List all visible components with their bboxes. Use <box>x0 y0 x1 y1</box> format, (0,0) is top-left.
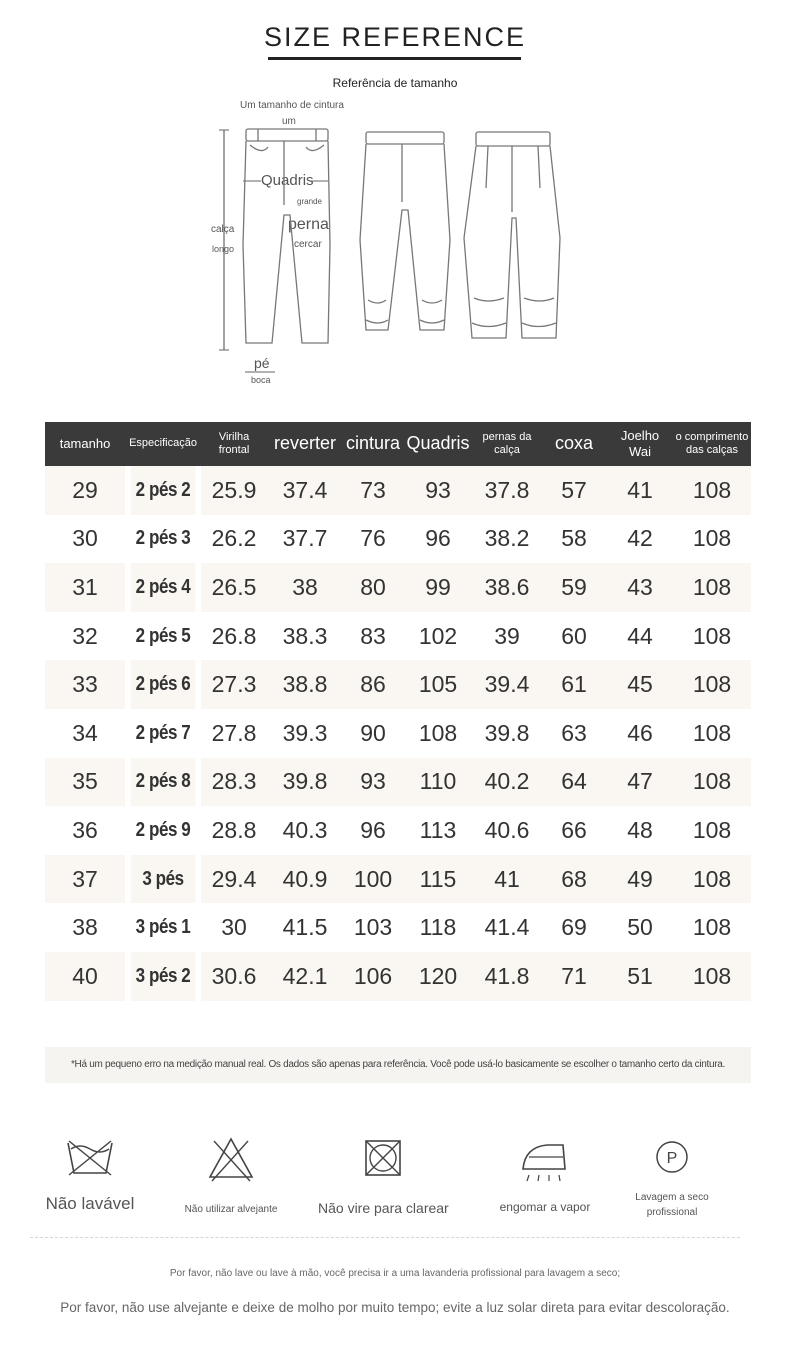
table-cell: 93 <box>403 466 473 515</box>
care-label: engomar a vapor <box>499 1200 591 1214</box>
table-cell: 49 <box>607 855 673 904</box>
table-cell: 2 pés 4 <box>131 563 196 612</box>
table-cell: 29.4 <box>201 855 267 904</box>
table-cell: 2 pés 8 <box>131 758 196 807</box>
table-cell: 38 <box>45 903 125 952</box>
table-cell: 59 <box>541 563 607 612</box>
table-cell: 33 <box>45 660 125 709</box>
hips-label: Quadris <box>261 172 314 189</box>
table-cell: 39 <box>473 612 541 661</box>
foot-label: pé <box>254 355 270 371</box>
table-row <box>45 660 751 709</box>
table-cell: 39.8 <box>267 758 343 807</box>
table-cell: 38.6 <box>473 563 541 612</box>
table-cell: 110 <box>403 758 473 807</box>
table-cell: 71 <box>541 952 607 1001</box>
table-cell: 41.4 <box>473 903 541 952</box>
table-cell: 61 <box>541 660 607 709</box>
table-cell: 2 pés 5 <box>131 612 196 661</box>
table-cell: 41.5 <box>267 903 343 952</box>
pants-pleated-sketch <box>462 128 562 353</box>
dry-clean-glyph: P <box>666 1150 678 1167</box>
care-label: Não vire para clarear <box>318 1200 449 1216</box>
table-cell: 41 <box>473 855 541 904</box>
table-cell: 120 <box>403 952 473 1001</box>
table-row <box>45 855 751 904</box>
footer-note-1: Por favor, não lave ou lave à mão, você precisa ir a uma lavanderia profissional para lavagem a seco; <box>169 1268 621 1279</box>
table-cell: 25.9 <box>201 466 267 515</box>
table-cell: 38.8 <box>267 660 343 709</box>
table-cell: 42.1 <box>267 952 343 1001</box>
table-row <box>45 806 751 855</box>
dry-clean-icon <box>654 1139 690 1175</box>
table-cell: 26.2 <box>201 515 267 564</box>
table-cell: 32 <box>45 612 125 661</box>
table-row <box>45 515 751 564</box>
table-cell: 2 pés 7 <box>131 709 196 758</box>
footer-note-2: Por favor, não use alvejante e deixe de molho por muito tempo; evite a luz solar direta para evitar descoloração. <box>60 1300 730 1315</box>
table-cell: 27.8 <box>201 709 267 758</box>
table-cell: 40.2 <box>473 758 541 807</box>
table-cell: 50 <box>607 903 673 952</box>
table-cell: 37.7 <box>267 515 343 564</box>
table-cell: 40.6 <box>473 806 541 855</box>
table-cell: 39.8 <box>473 709 541 758</box>
care-item-no-wash <box>42 1135 138 1214</box>
table-cell: 60 <box>541 612 607 661</box>
table-cell: 45 <box>607 660 673 709</box>
title-underline <box>268 57 521 60</box>
table-cell: 44 <box>607 612 673 661</box>
care-instructions <box>0 1135 790 1225</box>
length-label-sub: longo <box>212 244 235 254</box>
table-cell: 40.9 <box>267 855 343 904</box>
table-cell: 29 <box>45 466 125 515</box>
care-item-no-tumble-dry <box>318 1135 448 1216</box>
measurement-note: *Há um pequeno erro na medição manual real. Os dados são apenas para referência. Você pode usá-lo basicamente se escolher o tamanho certo da cintura. <box>45 1047 751 1083</box>
table-cell: 48 <box>607 806 673 855</box>
table-row <box>45 758 751 807</box>
table-cell: 69 <box>541 903 607 952</box>
size-table <box>45 422 751 1001</box>
care-label: Não utilizar alvejante <box>184 1204 278 1215</box>
table-cell: 51 <box>607 952 673 1001</box>
table-cell: 31 <box>45 563 125 612</box>
pants-side-sketch <box>358 130 454 350</box>
table-cell: 108 <box>673 466 751 515</box>
table-cell: 90 <box>343 709 403 758</box>
table-cell: 108 <box>673 612 751 661</box>
page-title: SIZE REFERENCE <box>263 22 527 52</box>
table-header-cell: Joelho Wai <box>607 422 673 466</box>
care-label: Lavagem a seco profissional <box>635 1192 709 1218</box>
table-header-cell: o comprimento das calças <box>673 422 751 466</box>
table-cell: 39.4 <box>473 660 541 709</box>
table-cell: 100 <box>343 855 403 904</box>
table-cell: 80 <box>343 563 403 612</box>
table-cell: 37 <box>45 855 125 904</box>
table-cell: 113 <box>403 806 473 855</box>
care-item-no-bleach <box>176 1135 286 1215</box>
table-cell: 99 <box>403 563 473 612</box>
table-cell: 37.8 <box>473 466 541 515</box>
care-label: Não lavável <box>45 1194 135 1213</box>
pants-front-sketch <box>238 125 338 355</box>
table-cell: 41 <box>607 466 673 515</box>
table-cell: 108 <box>673 709 751 758</box>
table-header-row <box>45 422 751 466</box>
steam-iron-icon <box>519 1135 571 1183</box>
table-cell: 73 <box>343 466 403 515</box>
table-cell: 58 <box>541 515 607 564</box>
table-cell: 108 <box>403 709 473 758</box>
table-cell: 47 <box>607 758 673 807</box>
table-cell: 40.3 <box>267 806 343 855</box>
no-wash-icon <box>65 1135 115 1179</box>
table-row <box>45 612 751 661</box>
table-header-cell: Quadris <box>403 422 473 466</box>
table-cell: 106 <box>343 952 403 1001</box>
hips-label-sub: grande <box>297 197 322 206</box>
table-cell: 39.3 <box>267 709 343 758</box>
table-header-cell: Virilha frontal <box>201 422 267 466</box>
table-cell: 86 <box>343 660 403 709</box>
table-cell: 46 <box>607 709 673 758</box>
table-cell: 3 pés 2 <box>131 952 196 1001</box>
table-cell: 102 <box>403 612 473 661</box>
table-cell: 3 pés <box>131 855 196 904</box>
table-cell: 27.3 <box>201 660 267 709</box>
table-cell: 68 <box>541 855 607 904</box>
table-cell: 26.8 <box>201 612 267 661</box>
table-header-cell: reverter <box>267 422 343 466</box>
table-cell: 108 <box>673 806 751 855</box>
table-cell: 83 <box>343 612 403 661</box>
table-cell: 2 pés 9 <box>131 806 196 855</box>
table-cell: 115 <box>403 855 473 904</box>
care-item-dry-clean <box>624 1139 720 1220</box>
table-cell: 108 <box>673 660 751 709</box>
foot-label-sub: boca <box>251 375 271 385</box>
table-cell: 57 <box>541 466 607 515</box>
table-cell: 30 <box>201 903 267 952</box>
table-cell: 103 <box>343 903 403 952</box>
no-tumble-dry-icon <box>363 1135 403 1179</box>
table-row <box>45 952 751 1001</box>
table-cell: 108 <box>673 855 751 904</box>
leg-label: perna <box>288 216 329 233</box>
table-body <box>45 466 751 1001</box>
waist-label: Um tamanho de cintura <box>240 100 344 111</box>
table-cell: 36 <box>45 806 125 855</box>
table-cell: 43 <box>607 563 673 612</box>
table-header-cell: tamanho <box>45 422 125 466</box>
table-cell: 28.3 <box>201 758 267 807</box>
table-header-cell: pernas da calça <box>473 422 541 466</box>
table-cell: 2 pés 6 <box>131 660 196 709</box>
table-cell: 40 <box>45 952 125 1001</box>
table-cell: 38 <box>267 563 343 612</box>
table-cell: 37.4 <box>267 466 343 515</box>
table-cell: 42 <box>607 515 673 564</box>
table-row <box>45 709 751 758</box>
table-header-cell: Especificação <box>125 422 201 466</box>
table-cell: 41.8 <box>473 952 541 1001</box>
table-cell: 108 <box>673 952 751 1001</box>
table-cell: 96 <box>403 515 473 564</box>
table-row <box>45 903 751 952</box>
no-bleach-icon <box>206 1135 256 1185</box>
table-cell: 108 <box>673 903 751 952</box>
table-header-cell: cintura <box>343 422 403 466</box>
table-cell: 108 <box>673 515 751 564</box>
care-item-steam-iron <box>490 1135 600 1214</box>
waist-label-sub: um <box>282 116 296 127</box>
table-cell: 30.6 <box>201 952 267 1001</box>
table-cell: 38.3 <box>267 612 343 661</box>
leg-label-sub: cercar <box>294 239 322 250</box>
table-cell: 30 <box>45 515 125 564</box>
table-cell: 105 <box>403 660 473 709</box>
table-cell: 93 <box>343 758 403 807</box>
length-label: calça <box>211 224 235 235</box>
table-cell: 118 <box>403 903 473 952</box>
table-cell: 2 pés 3 <box>131 515 196 564</box>
table-cell: 2 pés 2 <box>131 466 196 515</box>
table-cell: 108 <box>673 758 751 807</box>
table-cell: 34 <box>45 709 125 758</box>
table-cell: 26.5 <box>201 563 267 612</box>
divider <box>30 1237 740 1238</box>
table-cell: 35 <box>45 758 125 807</box>
table-cell: 66 <box>541 806 607 855</box>
table-row <box>45 563 751 612</box>
table-cell: 64 <box>541 758 607 807</box>
page-subtitle: Referência de tamanho <box>332 76 458 90</box>
table-cell: 76 <box>343 515 403 564</box>
table-cell: 28.8 <box>201 806 267 855</box>
table-row <box>45 466 751 515</box>
table-cell: 108 <box>673 563 751 612</box>
table-cell: 3 pés 1 <box>131 903 196 952</box>
table-header-cell: coxa <box>541 422 607 466</box>
table-cell: 96 <box>343 806 403 855</box>
table-cell: 63 <box>541 709 607 758</box>
table-cell: 38.2 <box>473 515 541 564</box>
